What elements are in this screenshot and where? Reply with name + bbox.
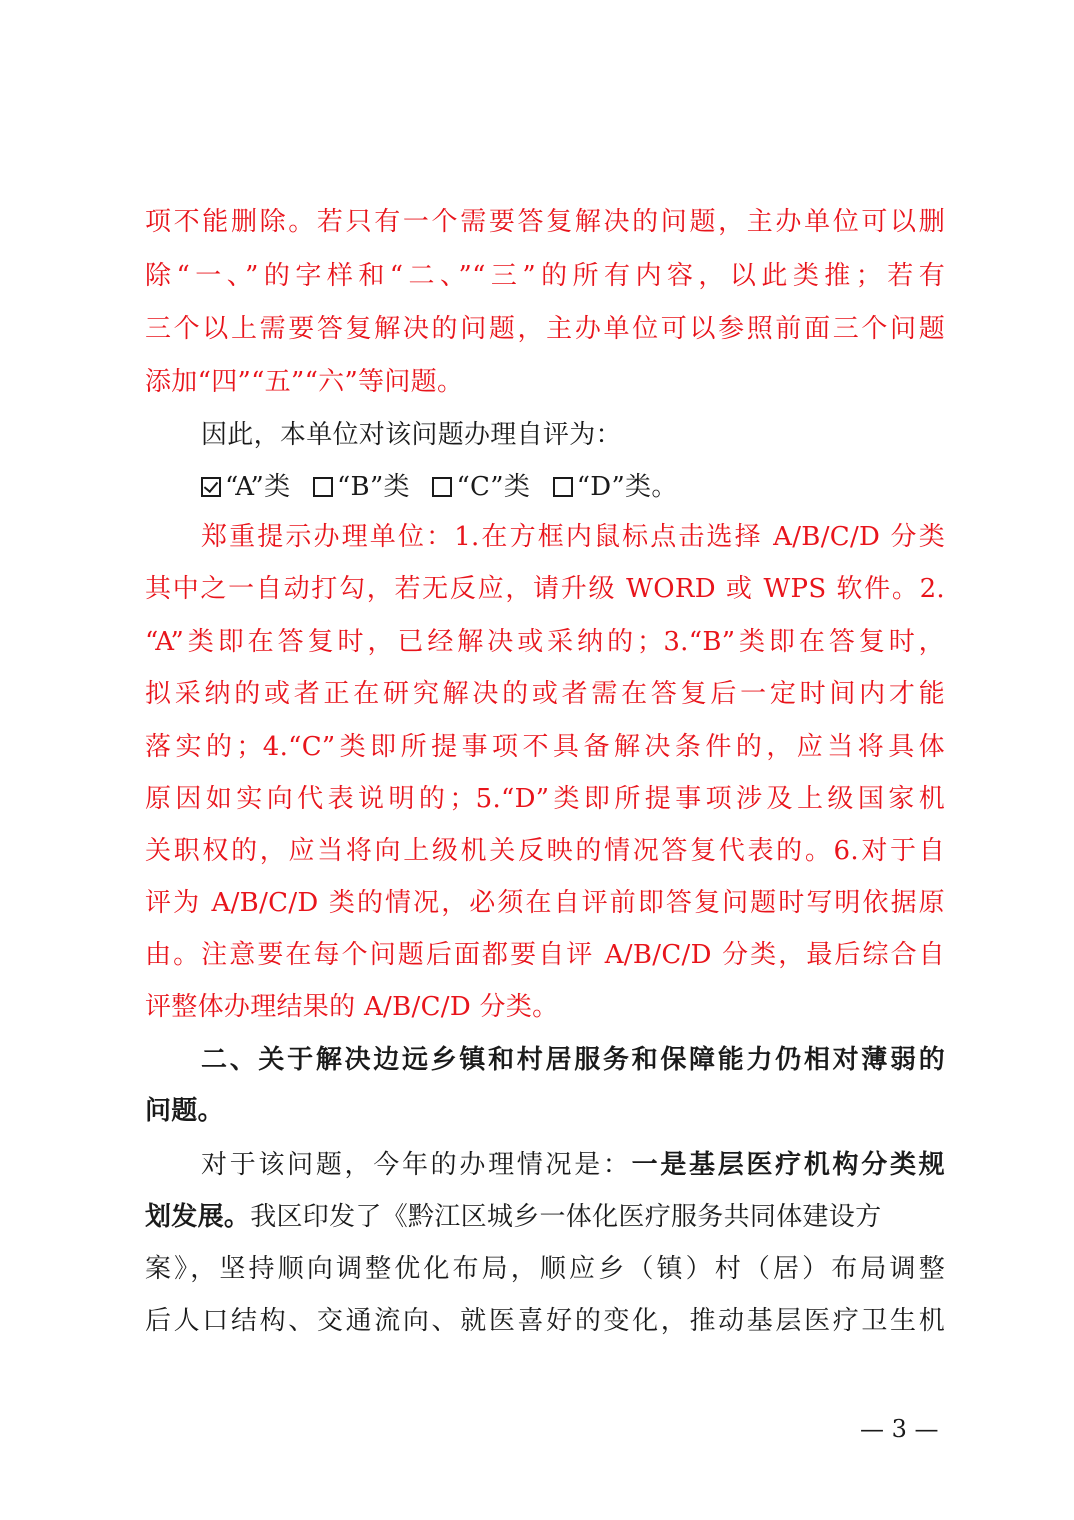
body-text: 我区印发了《黔江区城乡一体化医疗服务共同体建设方 xyxy=(250,1202,882,1232)
option-c[interactable] xyxy=(432,472,552,502)
text-line: 原因如实向代表说明的；5.“D”类即所提事项涉及上级国家机 xyxy=(145,784,945,814)
text-line: 由。注意要在每个问题后面都要自评 A/B/C/D 分类，最后综合自 xyxy=(145,940,945,970)
text-line: 添加“四”“五”“六”等问题。 xyxy=(145,367,464,397)
body-line xyxy=(145,1200,945,1234)
body-line: 后人口结构、交通流向、就医喜好的变化，推动基层医疗卫生机 xyxy=(145,1306,945,1336)
option-d[interactable] xyxy=(553,472,692,502)
text-line: 拟采纳的或者正在研究解决的或者需在答复后一定时间内才能 xyxy=(145,679,945,709)
checkbox-icon[interactable] xyxy=(553,477,573,497)
option-b[interactable] xyxy=(313,472,432,502)
body-text: 对于该问题，今年的办理情况是： xyxy=(201,1150,632,1180)
option-c-label: “C”类 xyxy=(456,472,531,502)
text-line: 项不能删除。若只有一个需要答复解决的问题，主办单位可以删 xyxy=(145,207,945,237)
text-line: 除“一、”的字样和“二、”“三”的所有内容，以此类推；若有 xyxy=(145,261,945,291)
body-line: 案》，坚持顺向调整优化布局，顺应乡（镇）村（居）布局调整 xyxy=(145,1254,945,1284)
body-emphasis: 划发展。 xyxy=(145,1202,251,1232)
text-line: 三个以上需要答复解决的问题，主办单位可以参照前面三个问题 xyxy=(145,314,945,344)
page-number: — 3 — xyxy=(860,1415,939,1443)
heading-line: 二、关于解决边远乡镇和村居服务和保障能力仍相对薄弱的 xyxy=(201,1045,945,1075)
checked-checkbox-icon[interactable] xyxy=(201,477,221,497)
text-line: 关职权的，应当将向上级机关反映的情况答复代表的。6.对于自 xyxy=(145,836,945,866)
body-emphasis: 一是基层医疗机构分类规 xyxy=(631,1150,945,1180)
text-line: 评为 A/B/C/D 类的情况，必须在自评前即答复问题时写明依据原 xyxy=(145,888,945,918)
checkbox-icon[interactable] xyxy=(313,477,333,497)
self-evaluation-options xyxy=(201,470,1001,504)
option-a-label: “A”类 xyxy=(225,472,291,502)
body-line xyxy=(201,1148,945,1182)
text-line: 评整体办理结果的 A/B/C/D 分类。 xyxy=(145,992,559,1022)
self-evaluation-intro: 因此，本单位对该问题办理自评为： xyxy=(201,420,622,450)
text-line: “A”类即在答复时，已经解决或采纳的；3.“B”类即在答复时， xyxy=(145,627,945,657)
heading-line: 问题。 xyxy=(145,1096,224,1126)
option-b-label: “B”类 xyxy=(336,472,410,502)
text-line: 落实的；4.“C”类即所提事项不具备解决条件的，应当将具体 xyxy=(145,732,945,762)
text-line: 郑重提示办理单位：1.在方框内鼠标点击选择 A/B/C/D 分类 xyxy=(201,522,945,552)
option-a[interactable] xyxy=(201,472,313,502)
option-d-label: “D”类。 xyxy=(576,472,678,502)
text-line: 其中之一自动打勾，若无反应，请升级 WORD 或 WPS 软件。2. xyxy=(145,574,945,604)
checkbox-icon[interactable] xyxy=(432,477,452,497)
